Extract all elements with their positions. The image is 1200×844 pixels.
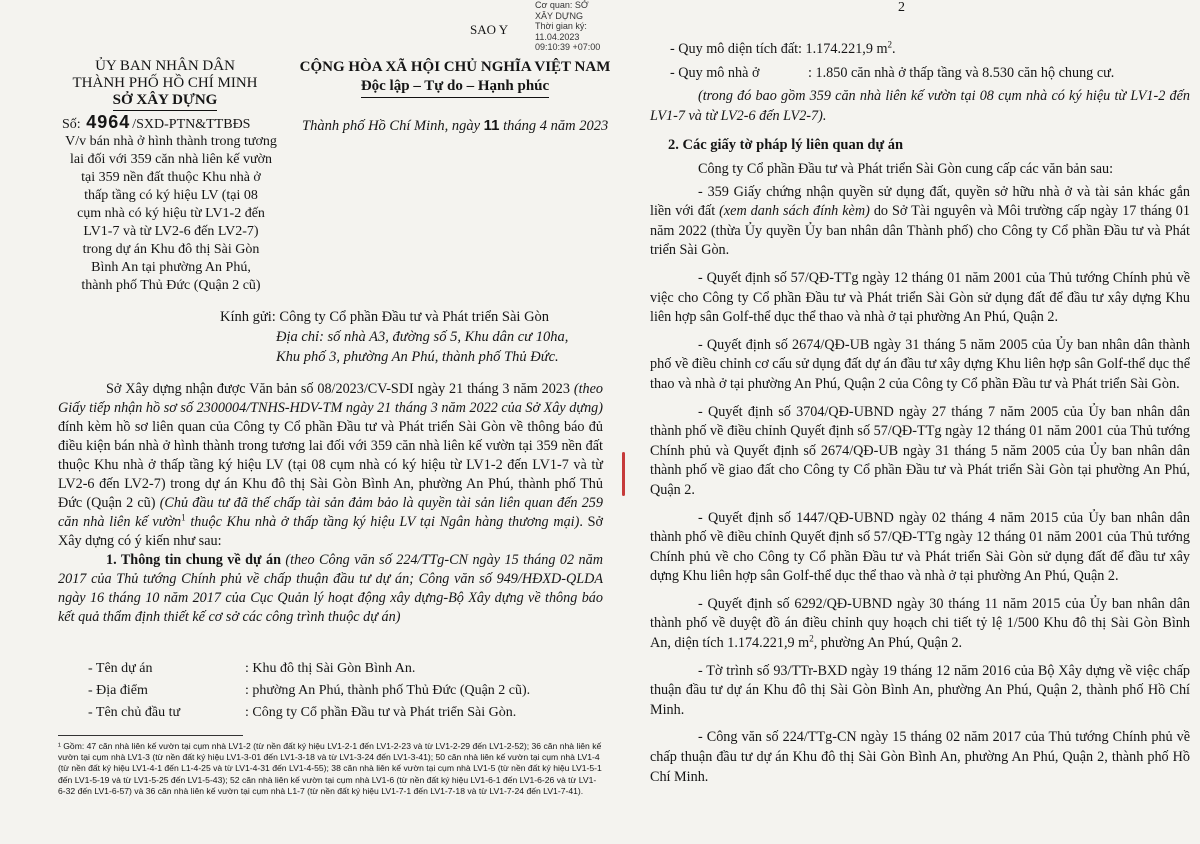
legal-doc-item: - Quyết định số 3704/QĐ-UBND ngày 27 tháng 7 năm 2005 của Ủy ban nhân dân thành phố về điều chỉnh Quyết định số 57/QĐ-TTg ngày 12 tháng 01 năm 2001 của Thủ tướng Chính phủ và Quyết định số 2674/QĐ-UB ngày 31 tháng 5 năm 2005 của Ủy ban nhân dân thành phố về giao đất cho Công ty Cổ phần Đầu tư và Phát triển Sài Gòn tại phường An Phú, Quận 2. xyxy=(650,403,1190,498)
subject-line: cụm nhà có ký hiệu từ LV1-2 đến xyxy=(77,206,265,221)
text-run: . Sở Xây dựng có ý kiến như sau: xyxy=(58,514,603,549)
text-run: thuộc Khu nhà ở thấp tầng ký hiệu LV tại Ngân hàng thương mại) xyxy=(185,514,580,530)
unit-superscript: 2 xyxy=(809,633,814,644)
document-number xyxy=(62,112,250,133)
paragraph-intro xyxy=(58,380,603,551)
subject-line: Bình An tại phường An Phú, xyxy=(91,260,251,275)
text-run: (Chủ đầu tư đã thế chấp tài sản đảm bảo là quyền tài sản liên quan đến 259 căn nhà liên kế vườn xyxy=(58,495,603,530)
text-run: (theo Giấy tiếp nhận hồ sơ số 2300004/TNHS-HDV-TM ngày 21 tháng 3 năm 2022 của Sở Xây dựng) xyxy=(58,381,603,416)
scale-housing-row xyxy=(650,64,1190,86)
footnote: ¹ Gồm: 47 căn nhà liên kế vườn tại cụm nhà LV1-2 (từ nền đất ký hiệu LV1-2-1 đến LV1-2-23 và từ LV1-2-29 đến LV1-2-52); 36 căn nhà liên kế vườn tại cụm nhà LV1-3 (từ nền đất ký hiệu LV1-3-01 đến LV1-3-18 và từ LV1-3-24 đến LV1-3-41); 50 căn nhà liên kế vườn tại cụm nhà LV1-4 (từ nền đất ký hiệu LV1-4-1 đến L1-4-25 và từ LV1-4-31 đến LV1-4-55); 38 căn nhà liên kế vườn tại cụm nhà LV1-5 (từ nền đất ký hiệu LV1-5-1 đến LV1-5-19 và từ LV1-5-25 đến LV1-5-43); 52 căn nhà liên kế vườn tại cụm nhà LV1-6 (từ nền đất ký hiệu LV1-6-1 đến LV1-6-26 và từ LV1-6-32 đến LV1-6-57) và 36 căn nhà liên kế vườn tại cụm nhà L1-7 (từ nền đất ký hiệu LV1-7-1 đến LV1-7-18 và từ LV1-7-24 đến LV1-7-41). xyxy=(58,741,602,796)
place-date-prefix: Thành phố Hồ Chí Minh, ngày xyxy=(302,118,481,134)
subject-line: thành phố Thủ Đức (Quận 2 cũ) xyxy=(81,278,261,293)
subject-line: lai đối với 359 căn nhà liên kế vườn xyxy=(69,152,272,167)
info-label: - Địa điểm xyxy=(88,683,148,698)
page-2 xyxy=(620,0,1200,844)
unit-superscript: 2 xyxy=(887,39,893,50)
section-note: (theo Công văn số 224/TTg-CN ngày 15 tháng 02 năm 2017 của Thủ tướng Chính phủ về chấp thuận đầu tư dự án; Công văn số 949/HĐXD-QLDA ngày 16 tháng 10 năm 2017 của Cục Quản lý hoạt động xây dựng-Bộ Xây dựng về thông báo kết quả thẩm định thiết kế cơ sở các công trình thuộc dự án) xyxy=(58,552,603,625)
recipient-address: Khu phố 3, phường An Phú, thành phố Thủ Đức. xyxy=(276,349,559,365)
legal-doc-item: - Công văn số 224/TTg-CN ngày 15 tháng 02 năm 2017 của Thủ tướng Chính phủ về chấp thuận đầu tư dự án Khu đô thị Sài Gòn Bình An, phường An Phú, Quận 2, thành phố Hồ Chí Minh. xyxy=(650,729,1190,785)
subject-line: thấp tầng có ký hiệu LV (tại 08 xyxy=(84,188,258,203)
scale-land: - Quy mô diện tích đất: 1.174.221,9 m xyxy=(670,41,888,57)
legal-doc-item xyxy=(650,183,1190,261)
subject-line: V/v bán nhà ở hình thành trong tương xyxy=(65,134,277,149)
footnote-divider xyxy=(58,735,243,736)
page-number: 2 xyxy=(898,0,905,15)
recipient-block xyxy=(220,307,620,367)
text-run: do Sở Tài nguyên và Môi trường cấp ngày 17 tháng 01 năm 2022 (thừa Ủy quyền Ủy ban nhân dân Thành phố) cho Công ty Cổ phần Đầu tư và Phát triển Sài Gòn. xyxy=(650,203,1190,259)
subject-line: trong dự án Khu đô thị Sài Gòn xyxy=(82,242,260,257)
doc-number-handwritten: 4964 xyxy=(86,112,131,132)
info-value: : Khu đô thị Sài Gòn Bình An. xyxy=(245,661,416,676)
subject-line: LV1-7 và từ LV2-6 đến LV2-7) xyxy=(83,224,259,239)
red-margin-mark xyxy=(622,452,625,496)
text-run: (xem danh sách đính kèm) xyxy=(719,203,870,220)
recipient-address: Địa chỉ: số nhà A3, đường số 5, Khu dân cư 10ha, xyxy=(276,329,569,345)
issuing-agency xyxy=(60,58,270,111)
stamp-line: 11.04.2023 xyxy=(535,31,580,42)
scale-note-text: (trong đó bao gồm 359 căn nhà liên kế vườn tại 08 cụm nhà có ký hiệu từ LV1-2 đến LV1-7 và từ LV2-6 đến LV2-7). xyxy=(650,88,1190,124)
section-2-heading: 2. Các giấy tờ pháp lý liên quan dự án xyxy=(668,137,904,153)
legal-doc-item xyxy=(650,595,1190,654)
scale-note xyxy=(650,87,1190,126)
stamp-line: 09:10:39 +07:00 xyxy=(535,42,601,52)
text-run: - Quyết định số 6292/QĐ-UBND ngày 30 tháng 11 năm 2015 của Ủy ban nhân dân thành phố về duyệt đồ án điều chỉnh quy hoạch chi tiết tỷ lệ 1/500 Khu đô thị Sài Gòn Bình An, diện tích 1.174.221,9 m xyxy=(650,595,1190,652)
country-name: CỘNG HÒA XÃ HỘI CHỦ NGHĨA VIỆT NAM xyxy=(299,59,611,75)
section-1-heading xyxy=(58,551,603,627)
info-value: : 1.850 căn nhà ở thấp tầng và 8.530 căn hộ chung cư. xyxy=(808,65,1115,81)
copy-label: SAO Y xyxy=(470,22,509,37)
agency-line-1: ỦY BAN NHÂN DÂN xyxy=(95,58,235,74)
footnote-ref: 1 xyxy=(181,512,186,523)
place-and-date xyxy=(302,117,608,135)
date-day-handwritten: 11 xyxy=(483,117,500,134)
document-subject xyxy=(55,133,287,295)
agency-line-2: THÀNH PHỐ HỒ CHÍ MINH xyxy=(72,75,258,91)
motto: Độc lập – Tự do – Hạnh phúc xyxy=(361,77,549,98)
info-label: - Tên chủ đầu tư xyxy=(88,705,181,720)
info-label: - Quy mô nhà ở xyxy=(670,65,760,81)
subject-line: tại 359 nền đất thuộc Khu nhà ở xyxy=(81,170,261,185)
legal-doc-item: - Quyết định số 2674/QĐ-UB ngày 31 tháng 5 năm 2005 của Ủy ban nhân dân thành phố về điều chỉnh cơ cấu sử dụng đất dự án đầu tư xây dựng Khu liên hợp sân Golf-thể dục thể thao và nhà ở tại phường An Phú, Quận 2 của Công ty Cổ phần Đầu tư và Phát triển Sài Gòn. xyxy=(650,336,1190,392)
info-value: : Công ty Cổ phần Đầu tư và Phát triển Sài Gòn. xyxy=(245,705,517,720)
text-run: đính kèm hồ sơ liên quan của Công ty Cổ phần Đầu tư và Phát triển Sài Gòn về thông báo đủ điều kiện bán nhà ở hình thành trong tương lai đối với 359 căn nhà liên kế vườn tại 359 nền đất thuộc Khu nhà ở thấp tầng ký hiệu LV (tại 08 cụm nhà có ký hiệu từ LV1-2 đến LV1-7 và từ LV2-6 đến LV2-7) trong dự án Khu đô thị Sài Gòn Bình An, phường An Phú, thành phố Thủ Đức (Quận 2 cũ) xyxy=(58,419,603,511)
text-run: . xyxy=(892,41,896,57)
section-2-intro: Công ty Cổ phần Đầu tư và Phát triển Sài Gòn cung cấp các văn bản sau: xyxy=(698,161,1114,177)
digital-signature-stamp xyxy=(535,0,620,53)
legal-doc-item: - Quyết định số 57/QĐ-TTg ngày 12 tháng 01 năm 2001 của Thủ tướng Chính phủ về việc cho Công ty Cổ phần Đầu tư và Phát triển Sài Gòn sử dụng đất để đầu tư xây dựng Khu liên hợp sân Golf-thể dục thể thao và nhà ở tại phường An Phú, Quận 2. xyxy=(650,269,1190,326)
national-motto xyxy=(290,58,620,98)
scale-land-row xyxy=(650,40,1190,62)
doc-number-code: /SXD-PTN&TTBĐS xyxy=(132,117,251,132)
stamp-line: XÂY DỰNG xyxy=(535,10,584,21)
legal-documents xyxy=(650,160,1190,787)
text-run: Sở Xây dựng nhận được Văn bản số 08/2023/CV-SDI ngày 21 tháng 3 năm 2023 xyxy=(106,381,574,397)
text-run: , phường An Phú, Quận 2. xyxy=(813,635,963,652)
doc-number-label: Số: xyxy=(62,117,81,132)
legal-doc-item: - Quyết định số 1447/QĐ-UBND ngày 02 tháng 4 năm 2015 của Ủy ban nhân dân thành phố về điều chỉnh Quyết định số 57/QĐ-TTg ngày 12 tháng 01 năm 2001 của Thủ tướng Chính phủ về cho Công ty Cổ phần Đầu tư và Phát triển Sài Gòn sử dụng đất để đầu tư xây dựng Khu liên hợp sân Golf-thể dục thể thao và nhà ở tại phường An Phú, Quận 2. xyxy=(650,509,1190,585)
stamp-line: Thời gian ký: xyxy=(535,21,587,31)
agency-name: SỞ XÂY DỰNG xyxy=(113,92,218,111)
legal-doc-item: - Tờ trình số 93/TTr-BXD ngày 19 tháng 12 năm 2016 của Bộ Xây dựng về việc chấp thuận đầu tư dự án Khu đô thị Sài Gòn Bình An, phường An Phú, Quận 2, thành phố Hồ Chí Minh. xyxy=(650,662,1190,718)
section-title: 1. Thông tin chung về dự án xyxy=(106,552,281,568)
text-run: - 359 Giấy chứng nhận quyền sử dụng đất, quyền sở hữu nhà ở và tài sản khác gắn liền với đất xyxy=(650,183,1190,220)
place-date-suffix: tháng 4 năm 2023 xyxy=(503,118,609,134)
info-label: - Tên dự án xyxy=(88,661,153,676)
recipient-line: Kính gửi: Công ty Cổ phần Đầu tư và Phát triển Sài Gòn xyxy=(220,309,550,325)
body-text xyxy=(58,380,603,627)
stamp-line: Cơ quan: SỞ xyxy=(535,0,589,10)
info-value: : phường An Phú, thành phố Thủ Đức (Quận 2 cũ). xyxy=(245,683,531,698)
